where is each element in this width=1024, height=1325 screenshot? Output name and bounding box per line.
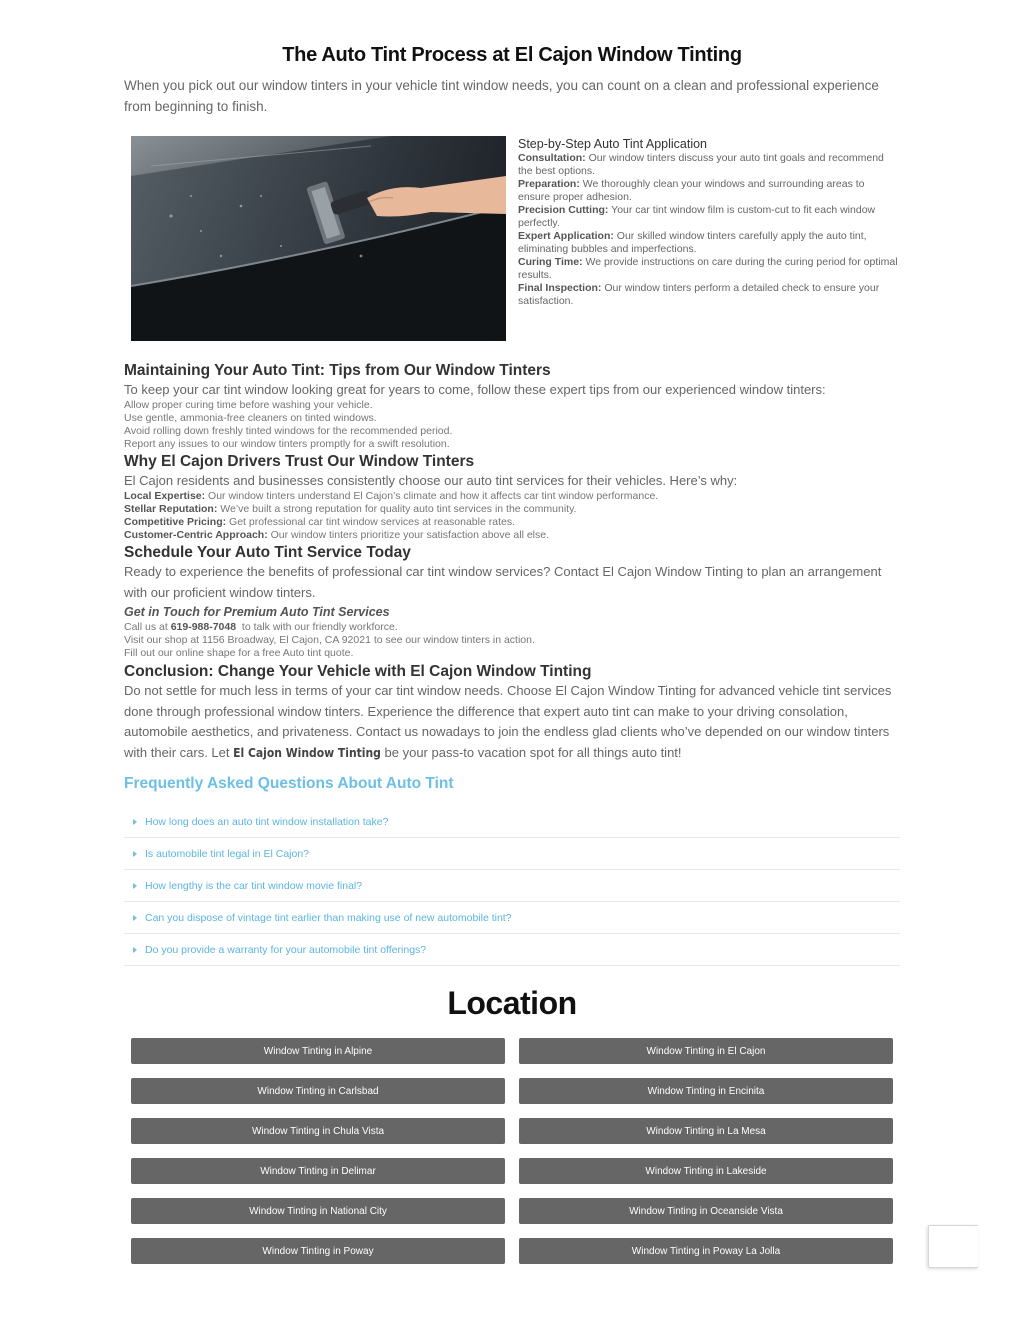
schedule-section: [124, 543, 900, 660]
step-item: Expert Application: Our skilled window tinters carefully apply the auto tint, eliminating bubbles and imperfections.: [518, 230, 867, 255]
location-button-national-city[interactable]: Window Tinting in National City: [131, 1198, 505, 1224]
location-title: Location: [447, 985, 577, 1021]
brand-name: El Cajon Window Tinting: [233, 745, 381, 760]
page-title: The Auto Tint Process at El Cajon Window Tinting: [282, 44, 742, 66]
visit-line: Visit our shop at 1156 Broadway, El Cajon, CA 92021 to see our window tinters in action.: [124, 634, 535, 646]
location-button-lakeside[interactable]: Window Tinting in Lakeside: [519, 1158, 893, 1184]
step-item: Consultation: Our window tinters discuss your auto tint goals and recommend the best options.: [518, 152, 884, 177]
location-button-alpine[interactable]: Window Tinting in Alpine: [131, 1038, 505, 1064]
maintain-heading: Maintaining Your Auto Tint: Tips from Our Window Tinters: [124, 362, 551, 379]
conclusion-heading: Conclusion: Change Your Vehicle with El Cajon Window Tinting: [124, 663, 592, 680]
faq-title: Frequently Asked Questions About Auto Tint: [124, 775, 454, 792]
faq-item[interactable]: Can you dispose of vintage tint earlier than making use of new automobile tint?: [124, 902, 900, 934]
intro-text: When you pick out our window tinters in your vehicle tint window needs, you can count on a clean and professional experience from beginning to finish.: [124, 78, 879, 114]
schedule-intro: Ready to experience the benefits of professional car tint window services? Contact El Cajon Window Tinting to plan an arrangement with our proficient window tinters.: [124, 564, 882, 600]
phone-link[interactable]: 619-988-7048: [170, 621, 237, 633]
step-item: Curing Time: We provide instructions on care during the curing period for optimal results.: [518, 256, 898, 281]
step-item: Precision Cutting: Your car tint window film is custom-cut to fit each window perfectly.: [518, 204, 876, 229]
faq-item[interactable]: Do you provide a warranty for your automobile tint offerings?: [124, 934, 900, 966]
tip-item: Report any issues to our window tinters promptly for a swift resolution.: [124, 438, 450, 450]
trust-section: [124, 452, 900, 542]
caret-right-icon: [133, 915, 137, 921]
location-button-poway[interactable]: Window Tinting in Poway: [131, 1238, 505, 1264]
faq-list: [124, 806, 900, 966]
quote-line: Fill out our online shape for a free Auto tint quote.: [124, 647, 354, 659]
maintain-section: [124, 361, 900, 451]
call-line: Call us at 619-988-7048 to talk with our friendly workforce.: [124, 621, 398, 633]
schedule-heading: Schedule Your Auto Tint Service Today: [124, 544, 411, 561]
location-button-encinita[interactable]: Window Tinting in Encinita: [519, 1078, 893, 1104]
location-button-la-mesa[interactable]: Window Tinting in La Mesa: [519, 1118, 893, 1144]
trust-item: Customer-Centric Approach: Our window tinters prioritize your satisfaction above all else.: [124, 529, 550, 541]
trust-intro: El Cajon residents and businesses consistently choose our auto tint services for their vehicles. Here’s why:: [124, 473, 738, 488]
location-button-el-cajon[interactable]: Window Tinting in El Cajon: [519, 1038, 893, 1064]
tip-item: Use gentle, ammonia-free cleaners on tinted windows.: [124, 412, 377, 424]
trust-item: Local Expertise: Our window tinters understand El Cajon’s climate and how it affects car tint window performance.: [124, 490, 659, 502]
faq-item[interactable]: How long does an auto tint window installation take?: [124, 806, 900, 838]
caret-right-icon: [133, 883, 137, 889]
location-button-delimar[interactable]: Window Tinting in Delimar: [131, 1158, 505, 1184]
tint-application-photo: [131, 136, 506, 341]
location-button-poway-la-jolla[interactable]: Window Tinting in Poway La Jolla: [519, 1238, 893, 1264]
conclusion-text: Do not settle for much less in terms of your car tint window needs. Choose El Cajon Window Tinting for advanced vehicle tint services done through professional window tinters. Experience the difference that expert auto tint can make to your driving consolation, automobile aesthetics, and privateness. Contact us nowadays to join the endless glad clients who’ve depended on our window tinters with their cars. Let El Cajon Window Tinting be your pass-to vacation spot for all things auto tint!: [124, 683, 892, 760]
faq-item[interactable]: Is automobile tint legal in El Cajon?: [124, 838, 900, 870]
faq-item[interactable]: How lengthy is the car tint window movie final?: [124, 870, 900, 902]
maintain-intro: To keep your car tint window looking great for years to come, follow these expert tips from our experienced window tinters:: [124, 382, 826, 397]
location-grid: [131, 1038, 893, 1264]
trust-item: Stellar Reputation: We’ve built a strong reputation for quality auto tint services in the community.: [124, 503, 577, 515]
caret-right-icon: [133, 947, 137, 953]
steps-title: Step-by-Step Auto Tint Application: [518, 137, 708, 151]
tip-item: Avoid rolling down freshly tinted windows for the recommended period.: [124, 425, 453, 437]
trust-heading: Why El Cajon Drivers Trust Our Window Tinters: [124, 453, 475, 470]
location-button-oceanside-vista[interactable]: Window Tinting in Oceanside Vista: [519, 1198, 893, 1224]
location-button-carlsbad[interactable]: Window Tinting in Carlsbad: [131, 1078, 505, 1104]
step-item: Final Inspection: Our window tinters perform a detailed check to ensure your satisfaction.: [518, 282, 880, 307]
contact-subheading: Get in Touch for Premium Auto Tint Services: [124, 605, 390, 619]
location-button-chula-vista[interactable]: Window Tinting in Chula Vista: [131, 1118, 505, 1144]
steps-section: [518, 136, 898, 308]
recaptcha-badge[interactable]: [928, 1225, 978, 1268]
step-item: Preparation: We thoroughly clean your windows and surrounding areas to ensure proper adhesion.: [518, 178, 865, 203]
tip-item: Allow proper curing time before washing your vehicle.: [124, 399, 373, 411]
trust-item: Competitive Pricing: Get professional car tint window services at reasonable rates.: [124, 516, 515, 528]
caret-right-icon: [133, 851, 137, 857]
caret-right-icon: [133, 819, 137, 825]
conclusion-section: [124, 662, 900, 763]
